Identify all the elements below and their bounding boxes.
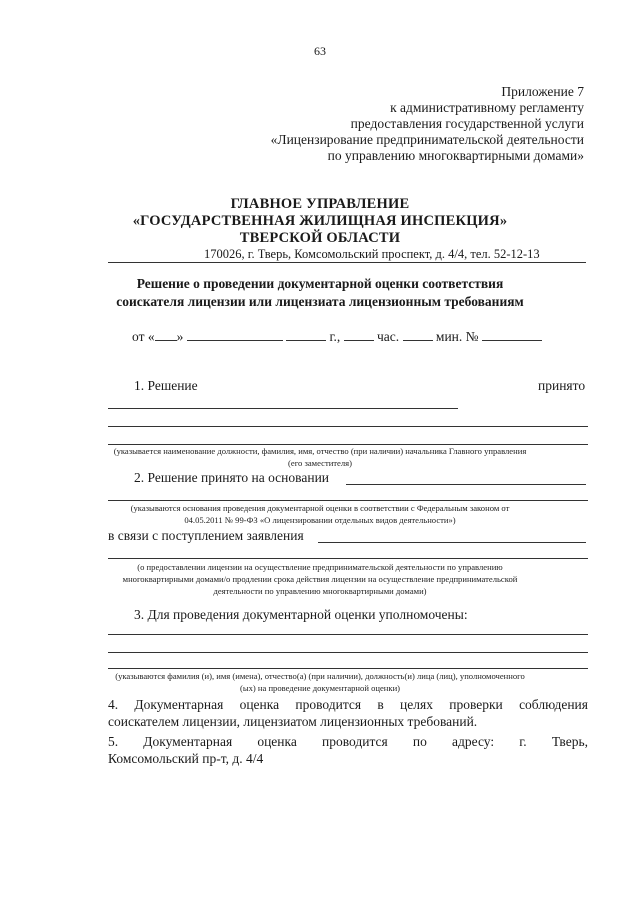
page-number: 63 — [314, 44, 326, 58]
application-field-line[interactable] — [108, 558, 588, 559]
appendix-line: по управлению многоквартирными домами» — [327, 148, 584, 163]
hours-field[interactable] — [344, 329, 374, 341]
section2-note: (указываются основания проведения документарной оценки в соответствии с Федеральным законом от — [130, 503, 510, 513]
section2-field-line[interactable] — [108, 500, 588, 501]
month-field[interactable] — [187, 329, 283, 341]
section1-field-line[interactable] — [108, 426, 588, 427]
section4-text: соискателем лицензии, лицензиатом лицензионных требований. — [108, 714, 478, 729]
section1-accepted: принято — [538, 378, 586, 393]
document-title: соискателя лицензии или лицензиата лицензионным требованиям — [116, 294, 524, 309]
section1-note: (указывается наименование должности, фамилия, имя, отчество (при наличии) начальника Главного управления — [113, 446, 527, 456]
section5-text: Комсомольский пр-т, д. 4/4 — [108, 751, 264, 766]
minutes-label: мин. № — [435, 329, 479, 344]
section1-note: (его заместителя) — [288, 458, 352, 468]
appendix-line: «Лицензирование предпринимательской деятельности — [270, 132, 584, 147]
section2-label: 2. Решение принято на основании — [134, 470, 330, 485]
section2-note: 04.05.2011 № 99-ФЗ «О лицензировании отдельных видов деятельности») — [184, 515, 456, 525]
application-note: многоквартирными домами/о продлении срока действия лицензии на осуществление предпринимательской — [122, 574, 518, 584]
hours-label: час. — [377, 329, 400, 344]
application-label: в связи с поступлением заявления — [108, 528, 304, 543]
appendix-line: Приложение 7 — [501, 84, 584, 99]
appendix-line: предоставления государственной услуги — [350, 116, 584, 131]
minutes-field[interactable] — [403, 329, 433, 341]
section3-field-line[interactable] — [108, 652, 588, 653]
org-name-line: ТВЕРСКОЙ ОБЛАСТИ — [239, 230, 401, 246]
application-note: (о предоставлении лицензии на осуществление предпринимательской деятельности по управлению — [137, 562, 503, 572]
section5-text: 5. Документарная оценка проводится по адресу: г. Тверь, — [108, 734, 588, 749]
section4-text: 4. Документарная оценка проводится в целях проверки соблюдения — [108, 697, 588, 712]
section3-label: 3. Для проведения документарной оценки уполномочены: — [134, 607, 468, 622]
section2-field-line[interactable] — [346, 484, 586, 485]
section3-note: (ых) на проведение документарной оценки) — [239, 683, 401, 693]
date-from-label: от « — [132, 329, 155, 344]
document-title: Решение о проведении документарной оценки соответствия — [136, 276, 504, 291]
year-label: г., — [329, 329, 341, 344]
section3-field-line[interactable] — [108, 634, 588, 635]
section1-field-line[interactable] — [108, 408, 458, 409]
appendix-line: к административному регламенту — [390, 100, 584, 115]
year-field[interactable] — [286, 329, 326, 341]
number-field[interactable] — [482, 329, 542, 341]
section3-note: (указываются фамилия (и), имя (имена), отчество(а) (при наличии), должность(и) лица (лиц), уполномоченного — [115, 671, 525, 681]
section3-field-line[interactable] — [108, 668, 588, 669]
application-note: деятельности по управлению многоквартирными домами) — [213, 586, 427, 596]
day-field[interactable] — [155, 329, 177, 341]
org-name-line: «ГОСУДАРСТВЕННАЯ ЖИЛИЩНАЯ ИНСПЕКЦИЯ» — [132, 213, 508, 229]
header-divider — [108, 262, 586, 263]
date-close-quote: » — [176, 329, 184, 344]
org-name-line: ГЛАВНОЕ УПРАВЛЕНИЕ — [230, 196, 410, 212]
section1-label: 1. Решение — [134, 378, 198, 393]
application-field-line[interactable] — [318, 542, 586, 543]
org-address: 170026, г. Тверь, Комсомольский проспект, д. 4/4, тел. 52-12-13 — [204, 247, 540, 261]
date-line — [132, 329, 542, 345]
